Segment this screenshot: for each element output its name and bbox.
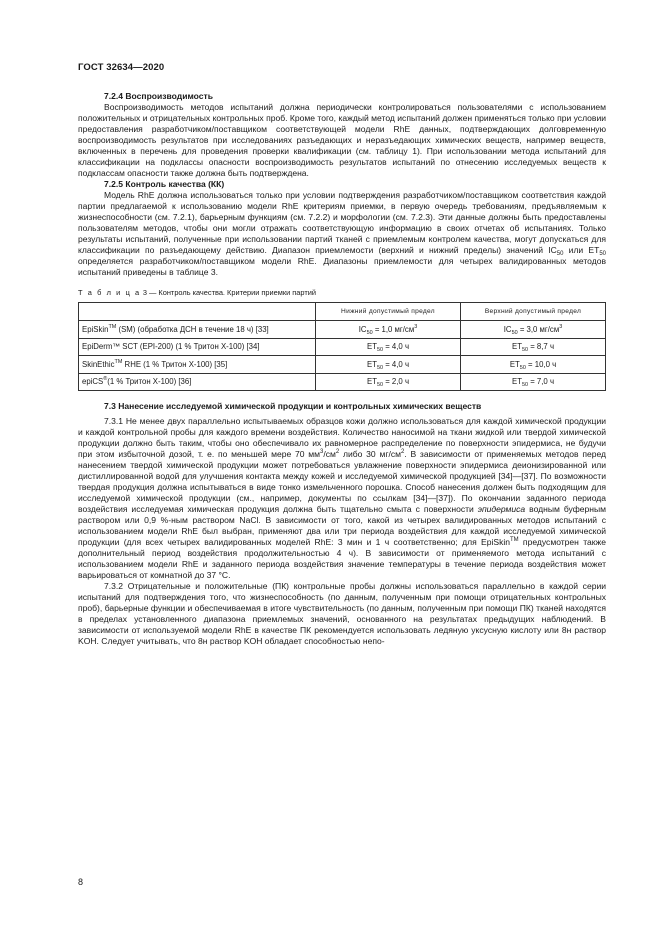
page-number: 8 (78, 877, 84, 887)
lower-limit: $ET_{50} = 4,0$ ч (316, 338, 461, 356)
section-7-2-5-text: Модель RhE должна использоваться только при условии подтверждения разработчиком/поставщиком соответствия каждой партии предлагаемой к использованию модели RhE критериям приемки, в первую очередь требованиям, предъявляемым к жизнеспособности (см. 7.2.1), барьерным функциям (см. 7.2.2) и морфологии (см. 7.2.3). Эти данные должны быть предоставлены пользователям методов, чтобы они могли отражать соответствующую информацию в своих отчетах об испытаниях. Только результаты испытаний, полученные при использовании партий тканей с приемлемым контролем качества, могут допускаться для классификации по разъедающему действию. Диапазон приемлемости (верхний и нижний пределы) значений $IC_{50}$ или $ET_{50}$ определяется разработчиком/поставщиком модели RhE. Диапазоны приемлемости для четырех валидированных методов испытаний приведены в таблице 3. (78, 190, 606, 277)
main-content (78, 91, 606, 647)
table-header-row (79, 303, 606, 321)
table-3-caption: Т а б л и ц а 3 — Контроль качества. Критерии приемки партий (78, 288, 316, 297)
upper-limit: $ET_{50} = 7,0$ ч (461, 373, 606, 391)
col-upper-limit: Верхний допустимый предел (461, 303, 606, 321)
upper-limit: $IC_{50} = 3,0$ $мг/см^3$ (461, 321, 606, 339)
table-row (79, 373, 606, 391)
table-row (79, 338, 606, 356)
section-7-2-4-heading: 7.2.4 Воспроизводимость (104, 91, 213, 101)
model-name: EpiDerm™ SCT (EPI-200) (1 % Тритон X-100) [34] (79, 338, 316, 356)
section-7-2-4-text: Воспроизводимость методов испытаний должна периодически контролироваться пользователями с использованием положительных и отрицательных контрольных проб. Кроме того, каждый метод испытаний должен применяться только при условии предоставления разработчиком/поставщиком соответствующей модели RhE данных, подтверждающих долговременную воспроизводимость результатов при исследованиях разъедающих и неразъедающих химических веществ, например веществ, включенных в перечень для проведения проверки квалификации (см. таблицу 1). При использовании метода испытаний для классификации на подклассы опасности воспроизводимость результатов испытаний по отнесению исследуемых веществ к подклассам опасности также должна быть подтверждена. (78, 102, 606, 178)
lower-limit: $ET_{50} = 2,0$ ч (316, 373, 461, 391)
standard-header: ГОСТ 32634—2020 (78, 62, 165, 73)
model-name: SkinEthic™ RHE (1 % Тритон X-100) [35] (79, 356, 316, 374)
upper-limit: $ET_{50} = 8,7$ ч (461, 338, 606, 356)
section-7-3-1-text: 7.3.1 Не менее двух параллельно испытываемых образцов кожи должно использоваться для каждой химической продукции и каждой контрольной пробы для каждого времени воздействия. Количество наносимой на ткани жидкой или твердой химической продукции должно быть таким, чтобы оно обеспечивало их равномерное распределение по поверхности эпидермиса, не будучи при этом избыточной дозой, т. е. по меньшей мере 70 $мм^3/см^2$ либо 30 $мг/см^2$. В зависимости от применяемых методов перед нанесением твердой химической продукции может потребоваться увлажнение поверхности эпидермиса деионизированной или дистиллированной водой для улучшения контакта между кожей и исследуемой химической продукцией [34]—[37]. По возможности твердая продукция должна испытываться в виде тонко измельченного порошка. Способ нанесения должен быть подходящим для исследуемой химической продукции (см., например, документы по ссылкам [34]—[37]). По окончании заданного периода воздействия исследуемая химическая продукция должна быть тщательно смыта с поверхности эпидермиса водным буферным раствором или 0,9 %-ным раствором NaCl. В зависимости от того, какой из четырех валидированных методов испытаний с использованием модели RhE был выбран, применяют два или три периода воздействия для каждой исследуемой химической продукции (для всех четырех валидированных моделей RhE: 3 мин и 1 ч соответственно; для EpiSkin™ предусмотрен также дополнительный период воздействия продолжительностью 4 ч). В зависимости от применяемого метода испытаний с использованием модели RhE и заданного периода воздействия значение температуры в течение периода воздействия может варьироваться от комнатной до 37 °C. (78, 416, 607, 580)
table-row (79, 321, 606, 339)
model-name: EpiSkin™ (SM) (обработка ДСН в течение 18 ч) [33] (79, 321, 316, 339)
model-name: epiCS®(1 % Тритон X-100) [36] (79, 373, 316, 391)
table-row (79, 356, 606, 374)
upper-limit: $ET_{50} = 10,0$ ч (461, 356, 606, 374)
col-lower-limit: Нижний допустимый предел (316, 303, 461, 321)
table-3 (78, 302, 606, 391)
section-7-2-5-heading: 7.2.5 Контроль качества (КК) (104, 179, 225, 189)
section-7-3-2-text: 7.3.2 Отрицательные и положительные (ПК) контрольные пробы должны использоваться параллельно в каждой серии испытаний для подтверждения того, что жизнеспособность (по данным, полученным при помощи отрицательных контрольных проб), барьерные функции и обеспечиваемая в итоге чувствительность (по данным, полученным при помощи ПК) тканей находятся в пределах установленного диапазона приемлемых значений, основанного на результатах предыдущих наблюдений. В зависимости от используемой модели RhE в качестве ПК рекомендуется использовать ледяную уксусную кислоту или 8н раствор KOH. Следует учитывать, что 8н раствор KOH обладает способностью непо- (78, 581, 606, 646)
section-7-3-heading: 7.3 Нанесение исследуемой химической продукции и контрольных химических веществ (104, 401, 482, 411)
lower-limit: $ET_{50} = 4,0$ ч (316, 356, 461, 374)
lower-limit: $IC_{50} = 1,0$ $мг/см^3$ (316, 321, 461, 339)
